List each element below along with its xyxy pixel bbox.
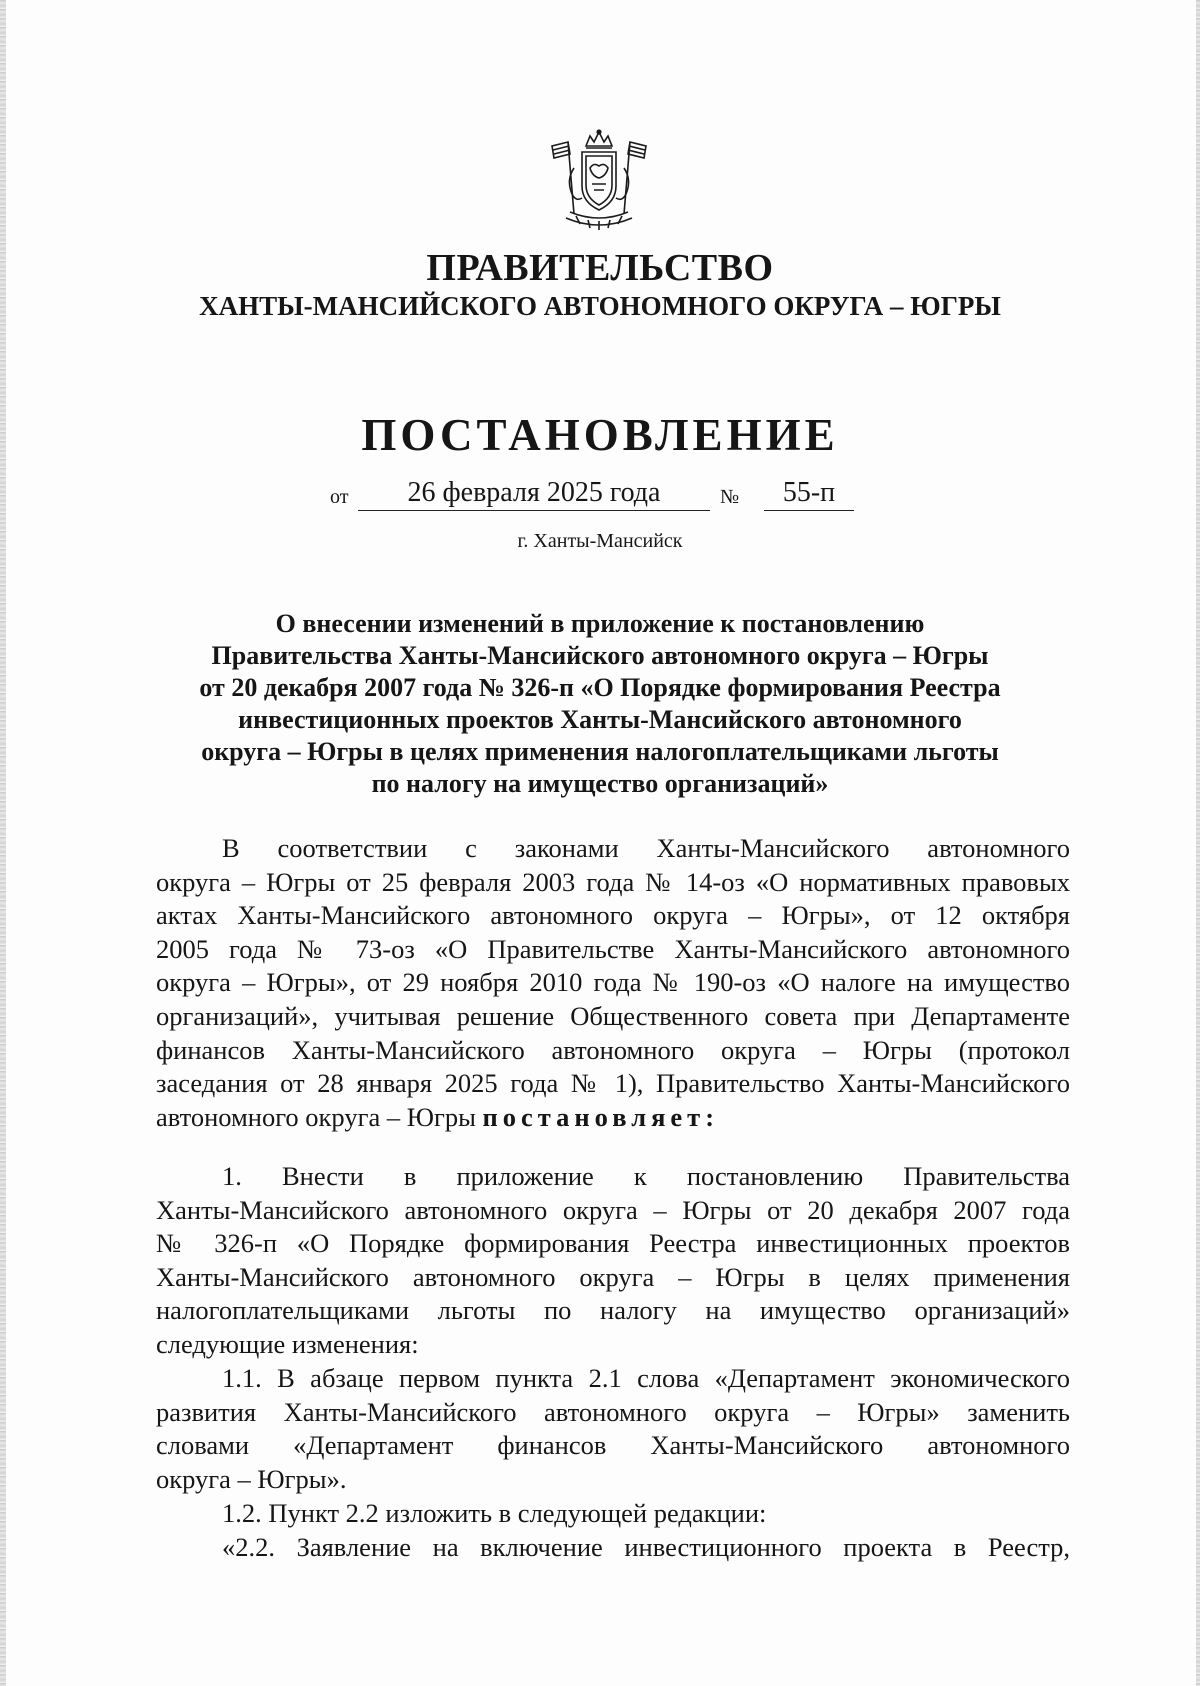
paragraph-line: 1.2. Пункт 2.2 изложить в следующей редакции: [222, 1498, 767, 1528]
subject-line: по налогу на имущество организаций» [371, 769, 829, 798]
paragraph-line: 1.1. В абзаце первом пункта 2.1 слова «Департамент экономического [222, 1363, 1070, 1393]
paragraph-line: 2005 года № 73-оз «О Правительстве Ханты-Мансийского автономного [156, 933, 1070, 964]
item-2-2-paragraph [156, 1531, 1070, 1565]
paragraph-line: «2.2. Заявление на включение инвестиционного проекта в Реестр, [222, 1532, 1070, 1562]
preamble-last-prefix: автономного округа – Югры [156, 1101, 476, 1132]
paragraph-line: Ханты-Мансийского автономного округа – Югры от 20 декабря 2007 года [156, 1194, 1070, 1225]
item-1-1-paragraph [156, 1362, 1070, 1496]
paragraph-line: В соответствии с законами Ханты-Мансийского автономного [222, 833, 1070, 863]
subject-line: от 20 декабря 2007 года № 326-п «О Порядке формирования Реестра [199, 673, 1001, 702]
paragraph-line: округа – Югры», от 29 ноября 2010 года № 190-оз «О налоге на имущество [156, 967, 1070, 998]
paragraph-line: следующие изменения: [156, 1328, 419, 1359]
date-number-line [330, 476, 870, 512]
resolves-word: постановляет: [482, 1101, 720, 1132]
city: г. Ханты-Мансийск [517, 530, 683, 552]
from-label: от [330, 486, 349, 508]
paragraph-line: 1. Внести в приложение к постановлению Правительства [222, 1161, 1070, 1191]
subject-line: округа – Югры в целях применения налогоплательщиками льготы [201, 737, 999, 766]
subject-heading [160, 608, 1040, 800]
item-1-paragraph [156, 1160, 1070, 1362]
paragraph-line: налогоплательщиками льготы по налогу на имущество организаций» [156, 1295, 1070, 1326]
number-label: № [720, 486, 740, 508]
item-1-2-paragraph [156, 1497, 1070, 1531]
subject-line: Правительства Ханты-Мансийского автономного округа – Югры [211, 641, 989, 670]
government-title: ПРАВИТЕЛЬСТВО [426, 247, 774, 289]
paragraph-line: округа – Югры». [156, 1463, 347, 1494]
paragraph-line: № 326-п «О Порядке формирования Реестра инвестиционных проектов [156, 1228, 1070, 1259]
region-title: ХАНТЫ-МАНСИЙСКОГО АВТОНОМНОГО ОКРУГА – ЮГРЫ [199, 291, 1001, 321]
paragraph-line: заседания от 28 января 2025 года № 1), Правительство Ханты-Мансийского [156, 1068, 1070, 1099]
paragraph-line: Ханты-Мансийского автономного округа – Югры в целях применения [156, 1261, 1070, 1292]
subject-line: О внесении изменений в приложение к постановлению [275, 609, 925, 638]
paragraph-line: финансов Ханты-Мансийского автономного округа – Югры (протокол [156, 1034, 1070, 1065]
subject-line: инвестиционных проектов Ханты-Мансийского автономного [238, 705, 962, 734]
coat-of-arms-icon [548, 128, 650, 234]
paragraph-line: округа – Югры от 25 февраля 2003 года № 14-оз «О нормативных правовых [156, 866, 1070, 897]
paragraph-line: актах Ханты-Мансийского автономного округа – Югры», от 12 октября [156, 900, 1070, 931]
document-number: 55-п [764, 476, 854, 511]
paragraph-line: развития Ханты-Мансийского автономного округа – Югры» заменить [156, 1396, 1070, 1427]
paragraph-line [156, 1101, 1070, 1135]
paragraph-line: словами «Департамент финансов Ханты-Мансийского автономного [156, 1430, 1070, 1461]
document-date: 26 февраля 2025 года [358, 476, 710, 511]
document-type: ПОСТАНОВЛЕНИЕ [361, 410, 839, 460]
preamble-paragraph [156, 832, 1070, 1134]
paragraph-line: организаций», учитывая решение Общественного совета при Департаменте [156, 1000, 1070, 1031]
